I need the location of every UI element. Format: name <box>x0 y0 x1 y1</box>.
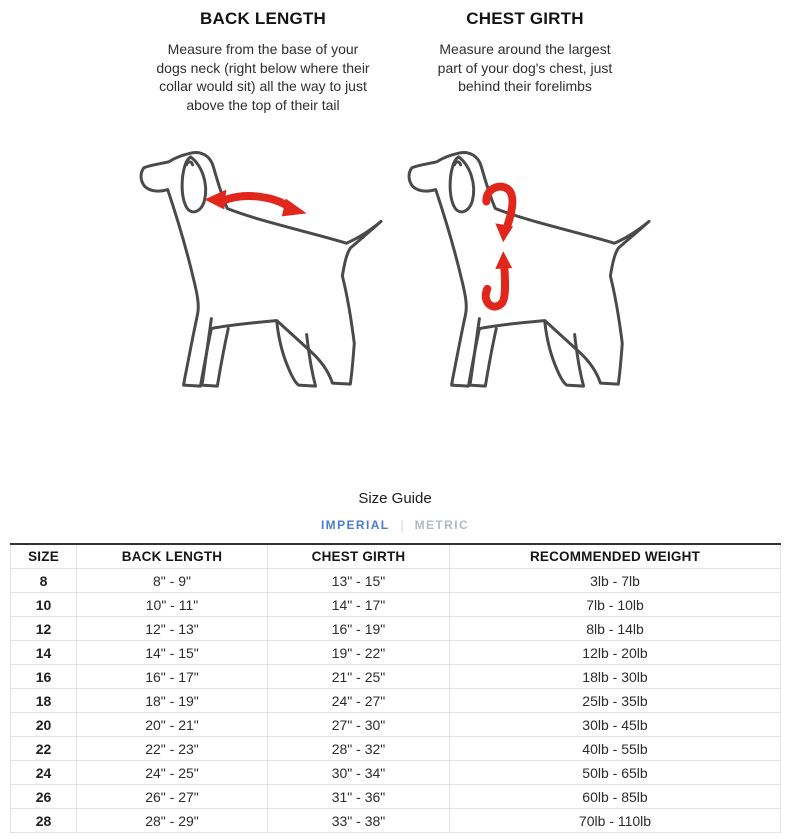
table-cell: 28" - 32" <box>268 737 450 761</box>
unit-tab-imperial[interactable]: IMPERIAL <box>320 518 390 532</box>
table-cell: 27" - 30" <box>268 713 450 737</box>
table-cell: 7lb - 10lb <box>450 593 781 617</box>
table-cell: 8 <box>11 569 77 593</box>
size-table <box>10 543 781 833</box>
table-cell: 3lb - 7lb <box>450 569 781 593</box>
table-cell: 12" - 13" <box>77 617 268 641</box>
table-cell: 21" - 25" <box>268 665 450 689</box>
chest-girth-arrow-icon <box>486 187 513 307</box>
table-row <box>11 785 781 809</box>
table-cell: 24" - 27" <box>268 689 450 713</box>
chest-girth-title: CHEST GIRTH <box>466 9 584 28</box>
table-cell: 60lb - 85lb <box>450 785 781 809</box>
table-cell: 14 <box>11 641 77 665</box>
column-header: RECOMMENDED WEIGHT <box>450 544 781 569</box>
table-row <box>11 593 781 617</box>
column-header: SIZE <box>11 544 77 569</box>
size-table-header <box>11 544 781 569</box>
table-cell: 12 <box>11 617 77 641</box>
table-row <box>11 569 781 593</box>
table-row <box>11 809 781 833</box>
table-cell: 13" - 15" <box>268 569 450 593</box>
table-cell: 24" - 25" <box>77 761 268 785</box>
back-length-arrow-icon <box>204 190 306 217</box>
table-cell: 26 <box>11 785 77 809</box>
table-cell: 20 <box>11 713 77 737</box>
table-row <box>11 761 781 785</box>
column-header: CHEST GIRTH <box>268 544 450 569</box>
table-cell: 18" - 19" <box>77 689 268 713</box>
size-guide-title: Size Guide <box>358 490 432 507</box>
table-row <box>11 617 781 641</box>
table-cell: 22 <box>11 737 77 761</box>
table-cell: 40lb - 55lb <box>450 737 781 761</box>
unit-tab-metric[interactable]: METRIC <box>414 518 470 532</box>
column-header: BACK LENGTH <box>77 544 268 569</box>
table-cell: 20" - 21" <box>77 713 268 737</box>
table-cell: 18lb - 30lb <box>450 665 781 689</box>
table-cell: 12lb - 20lb <box>450 641 781 665</box>
back-length-description: Measure from the base of your dogs neck (right below where their collar would sit) all the way to just above the top of their tail <box>156 41 370 113</box>
table-cell: 19" - 22" <box>268 641 450 665</box>
table-cell: 70lb - 110lb <box>450 809 781 833</box>
chest-girth-guide <box>428 9 622 96</box>
table-cell: 30" - 34" <box>268 761 450 785</box>
table-cell: 28" - 29" <box>77 809 268 833</box>
table-row <box>11 665 781 689</box>
table-cell: 22" - 23" <box>77 737 268 761</box>
table-cell: 10 <box>11 593 77 617</box>
header-row <box>11 544 781 569</box>
table-cell: 10" - 11" <box>77 593 268 617</box>
table-cell: 16" - 19" <box>268 617 450 641</box>
size-table-body <box>11 569 781 833</box>
table-cell: 18 <box>11 689 77 713</box>
table-cell: 31" - 36" <box>268 785 450 809</box>
table-cell: 14" - 17" <box>268 593 450 617</box>
table-row <box>11 689 781 713</box>
table-row <box>11 641 781 665</box>
table-cell: 14" - 15" <box>77 641 268 665</box>
unit-toggle <box>0 518 790 532</box>
table-cell: 28 <box>11 809 77 833</box>
dog-back-length-illustration <box>132 140 390 398</box>
table-row <box>11 737 781 761</box>
table-row <box>11 713 781 737</box>
table-cell: 26" - 27" <box>77 785 268 809</box>
back-length-guide <box>155 9 371 114</box>
table-cell: 24 <box>11 761 77 785</box>
unit-divider: | <box>400 518 404 532</box>
chest-girth-description: Measure around the largest part of your dog's chest, just behind their forelimbs <box>437 41 613 95</box>
dog-chest-girth-illustration <box>400 140 658 398</box>
back-length-title: BACK LENGTH <box>200 9 326 28</box>
table-cell: 16 <box>11 665 77 689</box>
table-cell: 25lb - 35lb <box>450 689 781 713</box>
table-cell: 33" - 38" <box>268 809 450 833</box>
table-cell: 50lb - 65lb <box>450 761 781 785</box>
table-cell: 8lb - 14lb <box>450 617 781 641</box>
table-cell: 8" - 9" <box>77 569 268 593</box>
table-cell: 30lb - 45lb <box>450 713 781 737</box>
table-cell: 16" - 17" <box>77 665 268 689</box>
